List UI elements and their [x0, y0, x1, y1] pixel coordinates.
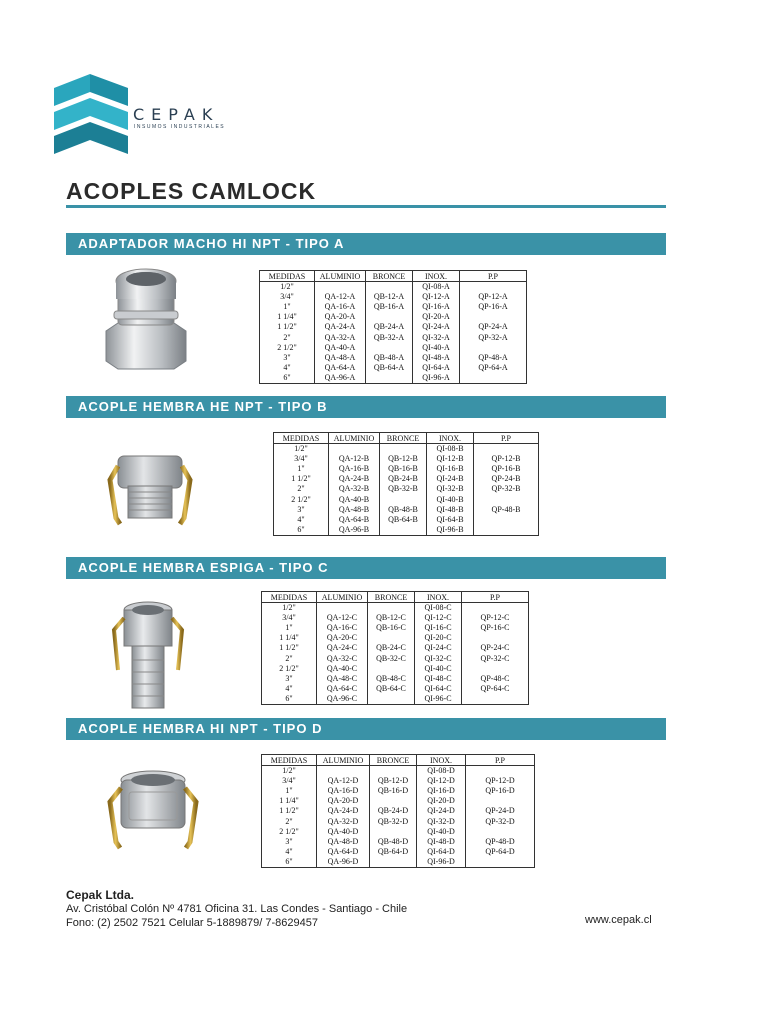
table-row — [274, 464, 539, 474]
cell-aluminio: QA-32-C — [317, 653, 368, 663]
table-row — [274, 494, 539, 504]
cell-aluminio: QA-64-C — [317, 684, 368, 694]
cell-aluminio: QA-40-D — [317, 827, 370, 837]
table-row — [262, 796, 535, 806]
cell-bronce — [368, 633, 415, 643]
cell-aluminio — [315, 282, 366, 293]
cell-aluminio: QA-16-D — [317, 786, 370, 796]
footer-website-link[interactable]: www.cepak.cl — [585, 914, 652, 926]
cell-aluminio: QA-40-B — [329, 494, 380, 504]
cell-inox: QI-08-D — [417, 766, 466, 777]
cell-inox: QI-64-A — [413, 363, 460, 373]
cell-aluminio: QA-48-B — [329, 505, 380, 515]
table-row — [260, 312, 527, 322]
cell-medidas: 2" — [260, 332, 315, 342]
cell-medidas: 3" — [262, 837, 317, 847]
cell-inox: QI-16-D — [417, 786, 466, 796]
table-row — [274, 474, 539, 484]
cell-inox: QI-12-B — [427, 454, 474, 464]
cell-medidas: 2 1/2" — [262, 827, 317, 837]
cell-aluminio: QA-20-D — [317, 796, 370, 806]
cell-inox: QI-12-D — [417, 776, 466, 786]
cell-bronce: QB-12-B — [380, 454, 427, 464]
cell-pp — [460, 282, 527, 293]
cell-bronce — [366, 373, 413, 384]
header-bronce: BRONCE — [368, 592, 415, 603]
cell-pp: QP-24-B — [474, 474, 539, 484]
header-inox: INOX. — [417, 755, 466, 766]
cell-aluminio: QA-20-A — [315, 312, 366, 322]
cell-medidas: 1 1/4" — [260, 312, 315, 322]
cell-medidas: 4" — [262, 847, 317, 857]
cell-bronce — [380, 494, 427, 504]
table-row — [262, 837, 535, 847]
cell-medidas: 1" — [260, 302, 315, 312]
cell-aluminio: QA-64-D — [317, 847, 370, 857]
cell-medidas: 6" — [274, 525, 329, 536]
cell-bronce: QB-64-B — [380, 515, 427, 525]
cell-bronce: QB-32-D — [370, 816, 417, 826]
cell-aluminio — [317, 766, 370, 777]
cell-inox: QI-40-A — [413, 343, 460, 353]
section-heading-tipo-d: ACOPLE HEMBRA HI NPT - TIPO D — [66, 718, 666, 740]
cell-inox: QI-96-A — [413, 373, 460, 384]
cell-inox: QI-12-A — [413, 292, 460, 302]
cell-bronce — [368, 664, 415, 674]
cell-bronce: QB-64-D — [370, 847, 417, 857]
footer-contact — [66, 888, 407, 930]
cell-inox: QI-20-D — [417, 796, 466, 806]
cell-medidas: 3/4" — [274, 454, 329, 464]
cell-pp: QP-64-D — [466, 847, 535, 857]
cell-inox: QI-32-D — [417, 816, 466, 826]
cell-aluminio — [329, 444, 380, 455]
page-title: ACOPLES CAMLOCK — [66, 178, 317, 204]
cell-aluminio: QA-96-A — [315, 373, 366, 384]
cell-medidas: 2" — [274, 484, 329, 494]
header-bronce: BRONCE — [380, 433, 427, 444]
cell-medidas: 1/2" — [260, 282, 315, 293]
table-row — [262, 664, 529, 674]
cell-medidas: 3" — [262, 674, 317, 684]
table-row — [274, 515, 539, 525]
table-row — [262, 623, 529, 633]
table-row — [262, 633, 529, 643]
cell-medidas: 2" — [262, 816, 317, 826]
cell-pp: QP-64-C — [462, 684, 529, 694]
cell-aluminio: QA-32-B — [329, 484, 380, 494]
cell-aluminio: QA-64-A — [315, 363, 366, 373]
header-inox: INOX. — [413, 271, 460, 282]
cell-pp — [462, 603, 529, 614]
cell-bronce — [366, 312, 413, 322]
table-row — [262, 613, 529, 623]
cell-pp: QP-24-C — [462, 643, 529, 653]
cell-pp: QP-12-D — [466, 776, 535, 786]
brand-name: CEPAK — [133, 105, 220, 124]
cell-bronce — [368, 603, 415, 614]
cell-pp — [462, 633, 529, 643]
cell-pp: QP-16-D — [466, 786, 535, 796]
table-row — [262, 847, 535, 857]
cell-bronce — [370, 827, 417, 837]
cell-aluminio: QA-48-D — [317, 837, 370, 847]
cell-pp: QP-48-A — [460, 353, 527, 363]
cell-aluminio: QA-48-A — [315, 353, 366, 363]
cell-bronce: QB-12-D — [370, 776, 417, 786]
cell-inox: QI-32-C — [415, 653, 462, 663]
cell-bronce — [380, 444, 427, 455]
cell-bronce — [370, 857, 417, 868]
cell-medidas: 1" — [262, 623, 317, 633]
table-header-row — [274, 433, 539, 444]
cell-inox: QI-24-D — [417, 806, 466, 816]
cell-pp: QP-48-B — [474, 505, 539, 515]
cell-aluminio: QA-40-C — [317, 664, 368, 674]
table-row — [262, 694, 529, 705]
cell-inox: QI-08-B — [427, 444, 474, 455]
footer-phone: Fono: (2) 2502 7521 Celular 5-1889879/ 7-8629457 — [66, 917, 318, 929]
cell-pp — [466, 827, 535, 837]
table-row — [262, 776, 535, 786]
cell-inox: QI-48-A — [413, 353, 460, 363]
cell-aluminio: QA-16-B — [329, 464, 380, 474]
cell-pp — [474, 444, 539, 455]
cell-inox: QI-16-A — [413, 302, 460, 312]
cell-bronce: QB-16-A — [366, 302, 413, 312]
cell-medidas: 3" — [260, 353, 315, 363]
cell-pp: QP-32-D — [466, 816, 535, 826]
table-row — [262, 684, 529, 694]
cell-inox: QI-64-C — [415, 684, 462, 694]
header-medidas: MEDIDAS — [274, 433, 329, 444]
table-header-row — [262, 755, 535, 766]
cell-pp — [460, 373, 527, 384]
cell-medidas: 1/2" — [262, 603, 317, 614]
title-divider — [66, 205, 666, 208]
cell-aluminio: QA-12-A — [315, 292, 366, 302]
cell-medidas: 3/4" — [262, 776, 317, 786]
cell-aluminio: QA-96-D — [317, 857, 370, 868]
cell-aluminio — [317, 603, 368, 614]
cell-inox: QI-64-B — [427, 515, 474, 525]
cell-bronce: QB-24-A — [366, 322, 413, 332]
cell-inox: QI-16-C — [415, 623, 462, 633]
cell-bronce: QB-48-A — [366, 353, 413, 363]
cell-pp — [460, 312, 527, 322]
cell-pp — [462, 664, 529, 674]
table-row — [260, 363, 527, 373]
cell-pp — [466, 796, 535, 806]
header-aluminio: ALUMINIO — [317, 755, 370, 766]
cell-medidas: 6" — [262, 694, 317, 705]
cell-pp: QP-32-B — [474, 484, 539, 494]
table-body — [262, 603, 529, 705]
cell-pp — [462, 694, 529, 705]
cell-medidas: 1/2" — [262, 766, 317, 777]
cell-inox: QI-24-C — [415, 643, 462, 653]
cell-aluminio: QA-96-B — [329, 525, 380, 536]
cell-inox: QI-08-A — [413, 282, 460, 293]
cell-bronce — [380, 525, 427, 536]
cell-aluminio: QA-40-A — [315, 343, 366, 353]
table-row — [262, 653, 529, 663]
header-aluminio: ALUMINIO — [329, 433, 380, 444]
cell-pp: QP-48-D — [466, 837, 535, 847]
cell-inox: QI-12-C — [415, 613, 462, 623]
spec-table-tipo-a — [259, 270, 527, 384]
cell-inox: QI-96-C — [415, 694, 462, 705]
cell-pp — [466, 857, 535, 868]
header-inox: INOX. — [415, 592, 462, 603]
cell-bronce: QB-16-C — [368, 623, 415, 633]
cell-inox: QI-40-C — [415, 664, 462, 674]
cell-pp: QP-16-A — [460, 302, 527, 312]
cell-aluminio: QA-96-C — [317, 694, 368, 705]
cell-inox: QI-48-D — [417, 837, 466, 847]
cell-bronce: QB-24-C — [368, 643, 415, 653]
header-aluminio: ALUMINIO — [317, 592, 368, 603]
cell-aluminio: QA-24-A — [315, 322, 366, 332]
table-row — [260, 353, 527, 363]
cell-inox: QI-64-D — [417, 847, 466, 857]
cell-medidas: 1 1/2" — [260, 322, 315, 332]
cell-pp: QP-16-B — [474, 464, 539, 474]
table-row — [260, 343, 527, 353]
table-row — [262, 857, 535, 868]
spec-table-tipo-c — [261, 591, 529, 705]
table-row — [274, 444, 539, 455]
table-row — [262, 806, 535, 816]
cell-inox: QI-16-B — [427, 464, 474, 474]
cell-aluminio: QA-12-D — [317, 776, 370, 786]
cell-medidas: 1 1/2" — [262, 643, 317, 653]
cell-medidas: 3" — [274, 505, 329, 515]
cell-bronce — [370, 796, 417, 806]
cell-bronce: QB-24-D — [370, 806, 417, 816]
cell-medidas: 6" — [262, 857, 317, 868]
cell-aluminio: QA-16-C — [317, 623, 368, 633]
cell-inox: QI-20-A — [413, 312, 460, 322]
cell-bronce: QB-12-A — [366, 292, 413, 302]
table-body — [274, 444, 539, 536]
cell-pp: QP-12-C — [462, 613, 529, 623]
table-row — [260, 373, 527, 384]
cell-pp: QP-24-D — [466, 806, 535, 816]
cell-bronce — [370, 766, 417, 777]
cell-pp: QP-12-B — [474, 454, 539, 464]
header-pp: P.P — [462, 592, 529, 603]
cell-bronce: QB-16-B — [380, 464, 427, 474]
cell-bronce: QB-48-D — [370, 837, 417, 847]
cell-aluminio: QA-12-B — [329, 454, 380, 464]
cell-inox: QI-40-D — [417, 827, 466, 837]
cell-aluminio: QA-32-D — [317, 816, 370, 826]
section-heading-tipo-b: ACOPLE HEMBRA HE NPT - TIPO B — [66, 396, 666, 418]
footer-address: Av. Cristóbal Colón Nº 4781 Oficina 31. Las Condes - Santiago - Chile — [66, 903, 408, 915]
table-body — [260, 282, 527, 384]
cell-pp: QP-24-A — [460, 322, 527, 332]
cell-inox: QI-96-D — [417, 857, 466, 868]
cell-inox: QI-08-C — [415, 603, 462, 614]
table-row — [262, 603, 529, 614]
header-bronce: BRONCE — [366, 271, 413, 282]
cell-bronce: QB-24-B — [380, 474, 427, 484]
table-row — [262, 643, 529, 653]
table-row — [274, 505, 539, 515]
cell-bronce: QB-64-A — [366, 363, 413, 373]
table-row — [260, 322, 527, 332]
table-row — [260, 302, 527, 312]
header-pp: P.P — [460, 271, 527, 282]
cell-aluminio: QA-24-B — [329, 474, 380, 484]
cell-bronce: QB-16-D — [370, 786, 417, 796]
cell-bronce: QB-64-C — [368, 684, 415, 694]
cell-bronce: QB-32-B — [380, 484, 427, 494]
table-row — [274, 525, 539, 536]
cell-medidas: 3/4" — [260, 292, 315, 302]
cell-pp — [460, 343, 527, 353]
cell-aluminio: QA-20-C — [317, 633, 368, 643]
header-pp: P.P — [466, 755, 535, 766]
cell-bronce: QB-32-C — [368, 653, 415, 663]
table-row — [260, 282, 527, 293]
cell-medidas: 1/2" — [274, 444, 329, 455]
cell-medidas: 1 1/2" — [274, 474, 329, 484]
cell-inox: QI-32-A — [413, 332, 460, 342]
section-heading-tipo-a: ADAPTADOR MACHO HI NPT - TIPO A — [66, 233, 666, 255]
cell-pp: QP-48-C — [462, 674, 529, 684]
header-medidas: MEDIDAS — [262, 592, 317, 603]
cell-inox: QI-32-B — [427, 484, 474, 494]
cell-pp — [474, 515, 539, 525]
table-row — [262, 786, 535, 796]
spec-table-tipo-d — [261, 754, 535, 868]
cell-bronce — [366, 282, 413, 293]
cell-inox: QI-48-C — [415, 674, 462, 684]
cell-medidas: 3/4" — [262, 613, 317, 623]
table-row — [262, 674, 529, 684]
coupler-female-hose-tipo-c-image — [108, 600, 188, 710]
coupler-female-tipo-b-image — [104, 452, 196, 528]
cell-inox: QI-20-C — [415, 633, 462, 643]
cell-bronce: QB-48-C — [368, 674, 415, 684]
table-row — [260, 332, 527, 342]
cell-pp: QP-32-A — [460, 332, 527, 342]
header-medidas: MEDIDAS — [262, 755, 317, 766]
table-header-row — [260, 271, 527, 282]
cell-medidas: 4" — [274, 515, 329, 525]
table-body — [262, 766, 535, 868]
header-bronce: BRONCE — [370, 755, 417, 766]
cell-pp: QP-12-A — [460, 292, 527, 302]
cell-bronce — [368, 694, 415, 705]
header-medidas: MEDIDAS — [260, 271, 315, 282]
cell-bronce: QB-12-C — [368, 613, 415, 623]
cell-aluminio: QA-24-D — [317, 806, 370, 816]
table-row — [274, 454, 539, 464]
table-row — [262, 816, 535, 826]
cell-medidas: 2 1/2" — [262, 664, 317, 674]
cell-aluminio: QA-32-A — [315, 332, 366, 342]
cell-medidas: 2 1/2" — [274, 494, 329, 504]
table-row — [262, 827, 535, 837]
cell-inox: QI-24-A — [413, 322, 460, 332]
spec-table-tipo-b — [273, 432, 539, 536]
cell-medidas: 1" — [274, 464, 329, 474]
header-aluminio: ALUMINIO — [315, 271, 366, 282]
cell-inox: QI-48-B — [427, 505, 474, 515]
cell-medidas: 1 1/4" — [262, 796, 317, 806]
header-inox: INOX. — [427, 433, 474, 444]
cell-aluminio: QA-12-C — [317, 613, 368, 623]
cell-pp — [466, 766, 535, 777]
footer-company: Cepak Ltda. — [66, 888, 135, 902]
table-header-row — [262, 592, 529, 603]
cell-pp — [474, 494, 539, 504]
cell-bronce: QB-48-B — [380, 505, 427, 515]
cell-aluminio: QA-16-A — [315, 302, 366, 312]
cell-medidas: 4" — [262, 684, 317, 694]
cell-inox: QI-40-B — [427, 494, 474, 504]
cell-aluminio: QA-64-B — [329, 515, 380, 525]
cell-bronce: QB-32-A — [366, 332, 413, 342]
adapter-male-tipo-a-image — [98, 265, 194, 371]
cell-inox: QI-24-B — [427, 474, 474, 484]
cell-medidas: 4" — [260, 363, 315, 373]
cell-medidas: 1 1/4" — [262, 633, 317, 643]
cell-medidas: 6" — [260, 373, 315, 384]
coupler-female-tipo-d-image — [104, 768, 202, 854]
cell-pp — [474, 525, 539, 536]
header-pp: P.P — [474, 433, 539, 444]
cell-pp: QP-32-C — [462, 653, 529, 663]
cell-bronce — [366, 343, 413, 353]
table-row — [262, 766, 535, 777]
cell-medidas: 2" — [262, 653, 317, 663]
cell-medidas: 2 1/2" — [260, 343, 315, 353]
cell-inox: QI-96-B — [427, 525, 474, 536]
brand-tagline: INSUMOS INDUSTRIALES — [134, 124, 226, 130]
table-row — [274, 484, 539, 494]
cell-pp: QP-64-A — [460, 363, 527, 373]
table-row — [260, 292, 527, 302]
cell-pp: QP-16-C — [462, 623, 529, 633]
cell-aluminio: QA-24-C — [317, 643, 368, 653]
cell-medidas: 1" — [262, 786, 317, 796]
cell-medidas: 1 1/2" — [262, 806, 317, 816]
section-heading-tipo-c: ACOPLE HEMBRA ESPIGA - TIPO C — [66, 557, 666, 579]
cell-aluminio: QA-48-C — [317, 674, 368, 684]
